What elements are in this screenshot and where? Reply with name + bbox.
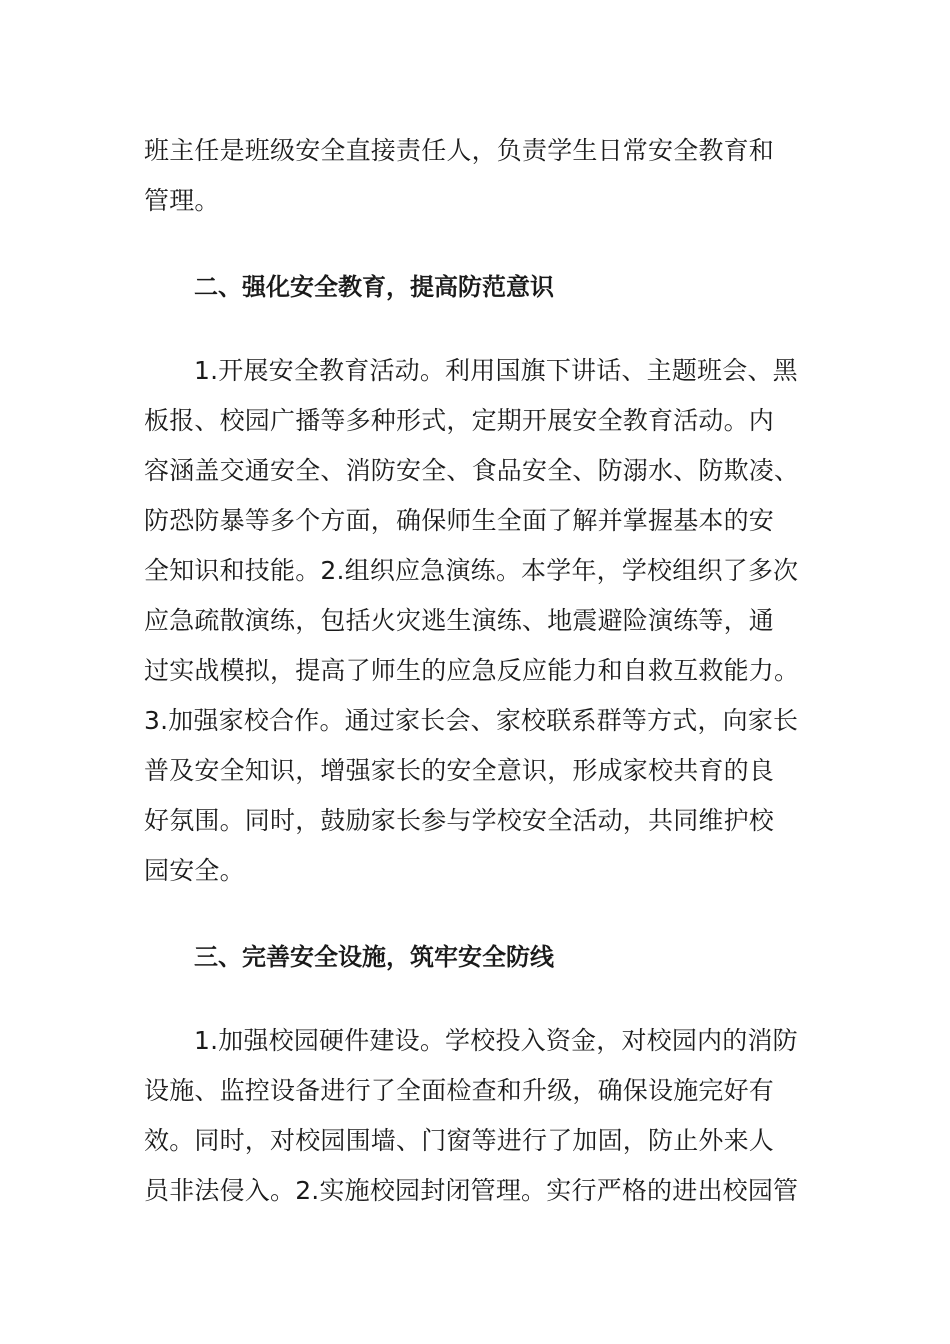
paragraph-line: 1.加强校园硬件建设。学校投入资金，对校园内的消防 <box>194 1026 798 1055</box>
paragraph-line: 过实战模拟，提高了师生的应急反应能力和自救互救能力。 <box>144 656 800 685</box>
paragraph-line: 容涵盖交通安全、消防安全、食品安全、防溺水、防欺凌、 <box>144 456 800 485</box>
paragraph-line: 好氛围。同时，鼓励家长参与学校安全活动，共同维护校 <box>144 806 775 835</box>
paragraph-line: 应急疏散演练，包括火灾逃生演练、地震避险演练等，通 <box>144 606 775 635</box>
paragraph-line: 管理。 <box>144 186 220 215</box>
paragraph-line: 防恐防暴等多个方面，确保师生全面了解并掌握基本的安 <box>144 506 775 535</box>
paragraph-line: 3.加强家校合作。通过家长会、家校联系群等方式，向家长 <box>144 706 799 735</box>
section-heading: 三、完善安全设施，筑牢安全防线 <box>194 943 554 971</box>
paragraph-line: 效。同时，对校园围墙、门窗等进行了加固，防止外来人 <box>144 1126 775 1155</box>
paragraph-line: 设施、监控设备进行了全面检查和升级，确保设施完好有 <box>144 1076 775 1105</box>
section-heading: 二、强化安全教育，提高防范意识 <box>194 273 554 301</box>
paragraph-line: 1.开展安全教育活动。利用国旗下讲话、主题班会、黑 <box>194 356 798 385</box>
paragraph-line: 全知识和技能。2.组织应急演练。本学年，学校组织了多次 <box>144 556 799 585</box>
paragraph-line: 板报、校园广播等多种形式，定期开展安全教育活动。内 <box>144 406 775 435</box>
paragraph-line: 员非法侵入。2.实施校园封闭管理。实行严格的进出校园管 <box>144 1176 799 1205</box>
paragraph-line: 班主任是班级安全直接责任人，负责学生日常安全教育和 <box>144 136 775 165</box>
paragraph-line: 普及安全知识，增强家长的安全意识，形成家校共育的良 <box>144 756 775 785</box>
paragraph-line: 园安全。 <box>144 856 245 885</box>
